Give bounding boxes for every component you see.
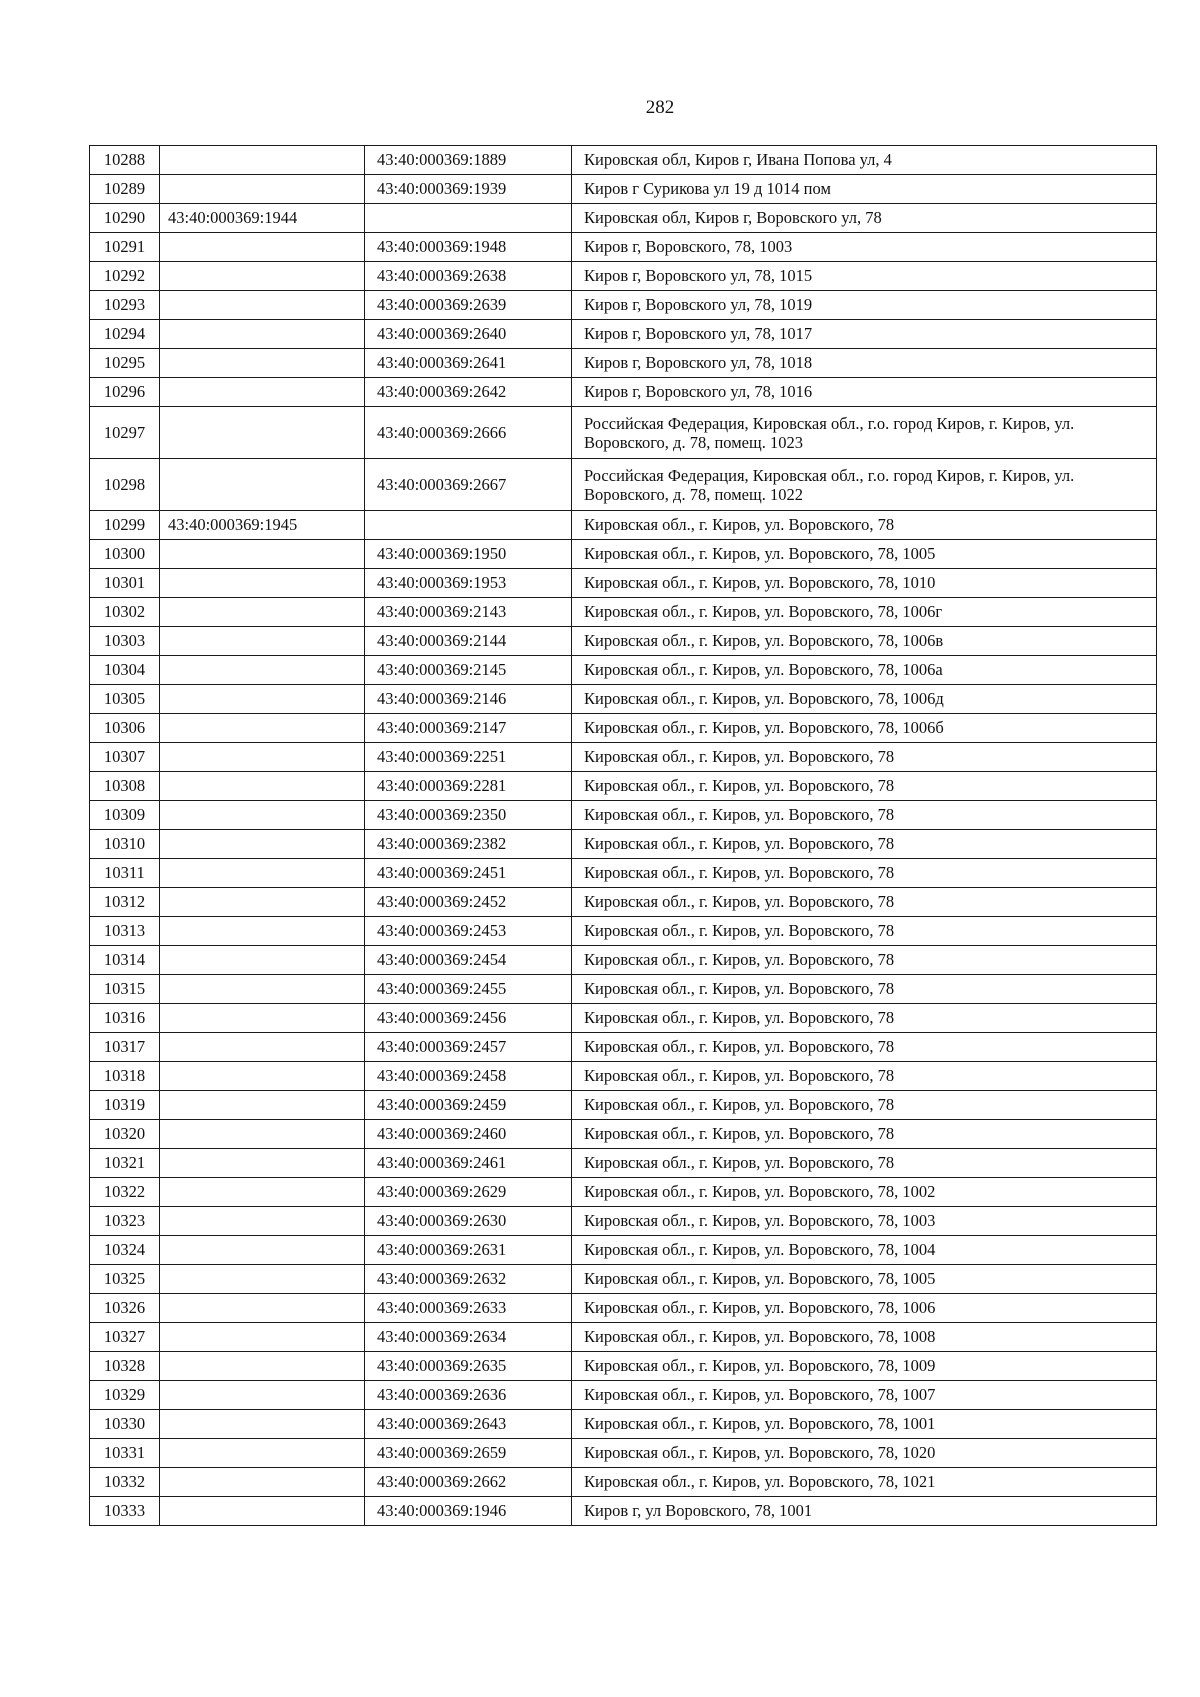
cadastral-number-cell: 43:40:000369:1946 xyxy=(365,1497,572,1526)
cadastral-number-cell: 43:40:000369:2642 xyxy=(365,378,572,407)
table-row xyxy=(90,801,1157,830)
address-cell: Кировская обл, Киров г, Ивана Попова ул, 4 xyxy=(572,146,1157,175)
parent-cadastral-cell xyxy=(160,459,365,511)
cadastral-number-cell: 43:40:000369:2631 xyxy=(365,1236,572,1265)
cadastral-number-cell: 43:40:000369:2641 xyxy=(365,349,572,378)
address-cell: Кировская обл., г. Киров, ул. Воровского, 78 xyxy=(572,743,1157,772)
parent-cadastral-cell: 43:40:000369:1944 xyxy=(160,204,365,233)
address-cell: Кировская обл., г. Киров, ул. Воровского, 78, 1005 xyxy=(572,540,1157,569)
cadastral-number-cell: 43:40:000369:2382 xyxy=(365,830,572,859)
parent-cadastral-cell xyxy=(160,598,365,627)
cadastral-number-cell: 43:40:000369:1948 xyxy=(365,233,572,262)
parent-cadastral-cell xyxy=(160,175,365,204)
parent-cadastral-cell xyxy=(160,656,365,685)
row-number-cell: 10332 xyxy=(90,1468,160,1497)
table-row xyxy=(90,1439,1157,1468)
cadastral-number-cell: 43:40:000369:2640 xyxy=(365,320,572,349)
address-cell: Кировская обл., г. Киров, ул. Воровского, 78, 1001 xyxy=(572,1410,1157,1439)
row-number-cell: 10295 xyxy=(90,349,160,378)
table-row xyxy=(90,1497,1157,1526)
address-cell: Киров г, Воровского ул, 78, 1018 xyxy=(572,349,1157,378)
address-cell: Киров г, Воровского ул, 78, 1017 xyxy=(572,320,1157,349)
cadastral-number-cell: 43:40:000369:2281 xyxy=(365,772,572,801)
address-cell: Кировская обл., г. Киров, ул. Воровского, 78 xyxy=(572,830,1157,859)
table-row xyxy=(90,511,1157,540)
page-number: 282 xyxy=(645,97,675,118)
row-number-cell: 10308 xyxy=(90,772,160,801)
table-row xyxy=(90,714,1157,743)
address-cell: Кировская обл., г. Киров, ул. Воровского, 78, 1006д xyxy=(572,685,1157,714)
address-cell: Кировская обл., г. Киров, ул. Воровского, 78, 1003 xyxy=(572,1207,1157,1236)
cadastral-number-cell: 43:40:000369:2638 xyxy=(365,262,572,291)
row-number-cell: 10303 xyxy=(90,627,160,656)
address-cell: Кировская обл., г. Киров, ул. Воровского, 78, 1020 xyxy=(572,1439,1157,1468)
cadastral-number-cell: 43:40:000369:2460 xyxy=(365,1120,572,1149)
address-cell: Кировская обл, Киров г, Воровского ул, 78 xyxy=(572,204,1157,233)
address-cell: Кировская обл., г. Киров, ул. Воровского, 78, 1006 xyxy=(572,1294,1157,1323)
parent-cadastral-cell xyxy=(160,291,365,320)
parent-cadastral-cell xyxy=(160,917,365,946)
row-number-cell: 10314 xyxy=(90,946,160,975)
parent-cadastral-cell xyxy=(160,320,365,349)
cadastral-number-cell: 43:40:000369:2629 xyxy=(365,1178,572,1207)
parent-cadastral-cell xyxy=(160,1468,365,1497)
cadastral-number-cell: 43:40:000369:2456 xyxy=(365,1004,572,1033)
parent-cadastral-cell xyxy=(160,830,365,859)
row-number-cell: 10318 xyxy=(90,1062,160,1091)
table-row xyxy=(90,1004,1157,1033)
cadastral-number-cell: 43:40:000369:2453 xyxy=(365,917,572,946)
address-cell: Кировская обл., г. Киров, ул. Воровского, 78 xyxy=(572,1033,1157,1062)
parent-cadastral-cell xyxy=(160,1236,365,1265)
table-row xyxy=(90,175,1157,204)
table-row xyxy=(90,1207,1157,1236)
address-cell: Кировская обл., г. Киров, ул. Воровского, 78, 1009 xyxy=(572,1352,1157,1381)
table-row xyxy=(90,320,1157,349)
cadastral-number-cell: 43:40:000369:2147 xyxy=(365,714,572,743)
parent-cadastral-cell xyxy=(160,685,365,714)
parent-cadastral-cell xyxy=(160,262,365,291)
parent-cadastral-cell xyxy=(160,1439,365,1468)
parent-cadastral-cell: 43:40:000369:1945 xyxy=(160,511,365,540)
row-number-cell: 10291 xyxy=(90,233,160,262)
address-cell: Кировская обл., г. Киров, ул. Воровского, 78, 1010 xyxy=(572,569,1157,598)
parent-cadastral-cell xyxy=(160,349,365,378)
cadastral-number-cell xyxy=(365,511,572,540)
address-cell: Кировская обл., г. Киров, ул. Воровского, 78 xyxy=(572,801,1157,830)
table-row xyxy=(90,1294,1157,1323)
table-row xyxy=(90,917,1157,946)
row-number-cell: 10323 xyxy=(90,1207,160,1236)
parent-cadastral-cell xyxy=(160,1033,365,1062)
row-number-cell: 10330 xyxy=(90,1410,160,1439)
row-number-cell: 10304 xyxy=(90,656,160,685)
table-row xyxy=(90,1381,1157,1410)
cadastral-number-cell: 43:40:000369:1889 xyxy=(365,146,572,175)
row-number-cell: 10333 xyxy=(90,1497,160,1526)
table-row xyxy=(90,685,1157,714)
parent-cadastral-cell xyxy=(160,1352,365,1381)
table-row xyxy=(90,888,1157,917)
address-cell: Киров г, Воровского ул, 78, 1015 xyxy=(572,262,1157,291)
address-cell: Кировская обл., г. Киров, ул. Воровского, 78 xyxy=(572,772,1157,801)
row-number-cell: 10301 xyxy=(90,569,160,598)
cadastral-number-cell: 43:40:000369:2461 xyxy=(365,1149,572,1178)
address-cell: Кировская обл., г. Киров, ул. Воровского, 78, 1006г xyxy=(572,598,1157,627)
row-number-cell: 10321 xyxy=(90,1149,160,1178)
cadastral-number-cell: 43:40:000369:2143 xyxy=(365,598,572,627)
table-row xyxy=(90,1091,1157,1120)
cadastral-number-cell: 43:40:000369:2636 xyxy=(365,1381,572,1410)
table-row xyxy=(90,1120,1157,1149)
parent-cadastral-cell xyxy=(160,1120,365,1149)
row-number-cell: 10289 xyxy=(90,175,160,204)
parent-cadastral-cell xyxy=(160,946,365,975)
row-number-cell: 10309 xyxy=(90,801,160,830)
row-number-cell: 10310 xyxy=(90,830,160,859)
parent-cadastral-cell xyxy=(160,378,365,407)
registry-table xyxy=(89,145,1157,1526)
address-cell: Киров г, Воровского, 78, 1003 xyxy=(572,233,1157,262)
table-row xyxy=(90,975,1157,1004)
parent-cadastral-cell xyxy=(160,1178,365,1207)
cadastral-number-cell: 43:40:000369:2634 xyxy=(365,1323,572,1352)
address-cell: Российская Федерация, Кировская обл., г.о. город Киров, г. Киров, ул. Воровского, д. 78, помещ. 1023 xyxy=(572,407,1157,459)
table-row xyxy=(90,598,1157,627)
row-number-cell: 10315 xyxy=(90,975,160,1004)
parent-cadastral-cell xyxy=(160,1265,365,1294)
address-cell: Кировская обл., г. Киров, ул. Воровского, 78 xyxy=(572,917,1157,946)
row-number-cell: 10327 xyxy=(90,1323,160,1352)
cadastral-number-cell: 43:40:000369:2667 xyxy=(365,459,572,511)
cadastral-number-cell: 43:40:000369:1939 xyxy=(365,175,572,204)
row-number-cell: 10319 xyxy=(90,1091,160,1120)
parent-cadastral-cell xyxy=(160,540,365,569)
row-number-cell: 10300 xyxy=(90,540,160,569)
address-cell: Кировская обл., г. Киров, ул. Воровского, 78, 1007 xyxy=(572,1381,1157,1410)
row-number-cell: 10297 xyxy=(90,407,160,459)
row-number-cell: 10299 xyxy=(90,511,160,540)
address-cell: Кировская обл., г. Киров, ул. Воровского, 78 xyxy=(572,975,1157,1004)
cadastral-number-cell: 43:40:000369:1953 xyxy=(365,569,572,598)
table-row xyxy=(90,233,1157,262)
cadastral-number-cell: 43:40:000369:2457 xyxy=(365,1033,572,1062)
table-row xyxy=(90,743,1157,772)
table-row xyxy=(90,627,1157,656)
cadastral-number-cell: 43:40:000369:2350 xyxy=(365,801,572,830)
address-cell: Киров г, ул Воровского, 78, 1001 xyxy=(572,1497,1157,1526)
cadastral-number-cell: 43:40:000369:2635 xyxy=(365,1352,572,1381)
table-row xyxy=(90,1236,1157,1265)
parent-cadastral-cell xyxy=(160,743,365,772)
address-cell: Киров г, Воровского ул, 78, 1019 xyxy=(572,291,1157,320)
parent-cadastral-cell xyxy=(160,1091,365,1120)
table-row xyxy=(90,569,1157,598)
address-cell: Кировская обл., г. Киров, ул. Воровского, 78 xyxy=(572,1091,1157,1120)
cadastral-number-cell: 43:40:000369:2251 xyxy=(365,743,572,772)
row-number-cell: 10290 xyxy=(90,204,160,233)
row-number-cell: 10329 xyxy=(90,1381,160,1410)
parent-cadastral-cell xyxy=(160,407,365,459)
table-row xyxy=(90,1033,1157,1062)
parent-cadastral-cell xyxy=(160,888,365,917)
row-number-cell: 10316 xyxy=(90,1004,160,1033)
cadastral-number-cell: 43:40:000369:2146 xyxy=(365,685,572,714)
address-cell: Кировская обл., г. Киров, ул. Воровского, 78, 1006б xyxy=(572,714,1157,743)
cadastral-number-cell: 43:40:000369:2662 xyxy=(365,1468,572,1497)
row-number-cell: 10311 xyxy=(90,859,160,888)
row-number-cell: 10288 xyxy=(90,146,160,175)
row-number-cell: 10331 xyxy=(90,1439,160,1468)
parent-cadastral-cell xyxy=(160,1497,365,1526)
cadastral-number-cell: 43:40:000369:2144 xyxy=(365,627,572,656)
row-number-cell: 10320 xyxy=(90,1120,160,1149)
parent-cadastral-cell xyxy=(160,1004,365,1033)
address-cell: Кировская обл., г. Киров, ул. Воровского, 78 xyxy=(572,1149,1157,1178)
address-cell: Кировская обл., г. Киров, ул. Воровского, 78, 1004 xyxy=(572,1236,1157,1265)
cadastral-number-cell xyxy=(365,204,572,233)
parent-cadastral-cell xyxy=(160,1062,365,1091)
parent-cadastral-cell xyxy=(160,1294,365,1323)
parent-cadastral-cell xyxy=(160,772,365,801)
parent-cadastral-cell xyxy=(160,859,365,888)
parent-cadastral-cell xyxy=(160,1381,365,1410)
address-cell: Кировская обл., г. Киров, ул. Воровского, 78, 1002 xyxy=(572,1178,1157,1207)
table-row xyxy=(90,378,1157,407)
row-number-cell: 10305 xyxy=(90,685,160,714)
address-cell: Кировская обл., г. Киров, ул. Воровского, 78, 1006а xyxy=(572,656,1157,685)
table-row xyxy=(90,540,1157,569)
row-number-cell: 10313 xyxy=(90,917,160,946)
parent-cadastral-cell xyxy=(160,146,365,175)
row-number-cell: 10306 xyxy=(90,714,160,743)
table-body xyxy=(90,146,1157,1526)
address-cell: Кировская обл., г. Киров, ул. Воровского, 78 xyxy=(572,1062,1157,1091)
address-cell: Кировская обл., г. Киров, ул. Воровского, 78, 1008 xyxy=(572,1323,1157,1352)
table-row xyxy=(90,291,1157,320)
address-cell: Кировская обл., г. Киров, ул. Воровского, 78 xyxy=(572,1004,1157,1033)
address-cell: Киров г Сурикова ул 19 д 1014 пом xyxy=(572,175,1157,204)
row-number-cell: 10293 xyxy=(90,291,160,320)
table-row xyxy=(90,1178,1157,1207)
cadastral-number-cell: 43:40:000369:2451 xyxy=(365,859,572,888)
table-row xyxy=(90,459,1157,511)
table-row xyxy=(90,262,1157,291)
address-cell: Кировская обл., г. Киров, ул. Воровского, 78 xyxy=(572,1120,1157,1149)
parent-cadastral-cell xyxy=(160,627,365,656)
table-row xyxy=(90,772,1157,801)
parent-cadastral-cell xyxy=(160,233,365,262)
parent-cadastral-cell xyxy=(160,1149,365,1178)
parent-cadastral-cell xyxy=(160,1207,365,1236)
cadastral-number-cell: 43:40:000369:2455 xyxy=(365,975,572,1004)
table-row xyxy=(90,1352,1157,1381)
cadastral-number-cell: 43:40:000369:2145 xyxy=(365,656,572,685)
cadastral-number-cell: 43:40:000369:2630 xyxy=(365,1207,572,1236)
address-cell: Кировская обл., г. Киров, ул. Воровского, 78 xyxy=(572,888,1157,917)
row-number-cell: 10307 xyxy=(90,743,160,772)
table-row xyxy=(90,1062,1157,1091)
table-row xyxy=(90,1410,1157,1439)
address-cell: Российская Федерация, Кировская обл., г.о. город Киров, г. Киров, ул. Воровского, д. 78, помещ. 1022 xyxy=(572,459,1157,511)
address-cell: Кировская обл., г. Киров, ул. Воровского, 78 xyxy=(572,511,1157,540)
table-row xyxy=(90,407,1157,459)
row-number-cell: 10325 xyxy=(90,1265,160,1294)
row-number-cell: 10312 xyxy=(90,888,160,917)
cadastral-number-cell: 43:40:000369:1950 xyxy=(365,540,572,569)
row-number-cell: 10294 xyxy=(90,320,160,349)
address-cell: Кировская обл., г. Киров, ул. Воровского, 78 xyxy=(572,946,1157,975)
row-number-cell: 10296 xyxy=(90,378,160,407)
parent-cadastral-cell xyxy=(160,714,365,743)
table-row xyxy=(90,1323,1157,1352)
cadastral-number-cell: 43:40:000369:2666 xyxy=(365,407,572,459)
cadastral-number-cell: 43:40:000369:2639 xyxy=(365,291,572,320)
table-row xyxy=(90,830,1157,859)
parent-cadastral-cell xyxy=(160,801,365,830)
cadastral-number-cell: 43:40:000369:2452 xyxy=(365,888,572,917)
row-number-cell: 10317 xyxy=(90,1033,160,1062)
cadastral-number-cell: 43:40:000369:2632 xyxy=(365,1265,572,1294)
table-row xyxy=(90,204,1157,233)
table-row xyxy=(90,1468,1157,1497)
table-row xyxy=(90,946,1157,975)
row-number-cell: 10322 xyxy=(90,1178,160,1207)
row-number-cell: 10302 xyxy=(90,598,160,627)
address-cell: Киров г, Воровского ул, 78, 1016 xyxy=(572,378,1157,407)
table-row xyxy=(90,1265,1157,1294)
address-cell: Кировская обл., г. Киров, ул. Воровского, 78, 1021 xyxy=(572,1468,1157,1497)
cadastral-number-cell: 43:40:000369:2659 xyxy=(365,1439,572,1468)
table-row xyxy=(90,656,1157,685)
cadastral-number-cell: 43:40:000369:2633 xyxy=(365,1294,572,1323)
table-row xyxy=(90,1149,1157,1178)
row-number-cell: 10298 xyxy=(90,459,160,511)
table-row xyxy=(90,349,1157,378)
parent-cadastral-cell xyxy=(160,569,365,598)
address-cell: Кировская обл., г. Киров, ул. Воровского, 78, 1006в xyxy=(572,627,1157,656)
table-row xyxy=(90,859,1157,888)
row-number-cell: 10292 xyxy=(90,262,160,291)
cadastral-number-cell: 43:40:000369:2454 xyxy=(365,946,572,975)
row-number-cell: 10328 xyxy=(90,1352,160,1381)
row-number-cell: 10324 xyxy=(90,1236,160,1265)
table-row xyxy=(90,146,1157,175)
address-cell: Кировская обл., г. Киров, ул. Воровского, 78, 1005 xyxy=(572,1265,1157,1294)
cadastral-number-cell: 43:40:000369:2458 xyxy=(365,1062,572,1091)
row-number-cell: 10326 xyxy=(90,1294,160,1323)
parent-cadastral-cell xyxy=(160,1410,365,1439)
address-cell: Кировская обл., г. Киров, ул. Воровского, 78 xyxy=(572,859,1157,888)
parent-cadastral-cell xyxy=(160,975,365,1004)
cadastral-number-cell: 43:40:000369:2643 xyxy=(365,1410,572,1439)
parent-cadastral-cell xyxy=(160,1323,365,1352)
cadastral-number-cell: 43:40:000369:2459 xyxy=(365,1091,572,1120)
